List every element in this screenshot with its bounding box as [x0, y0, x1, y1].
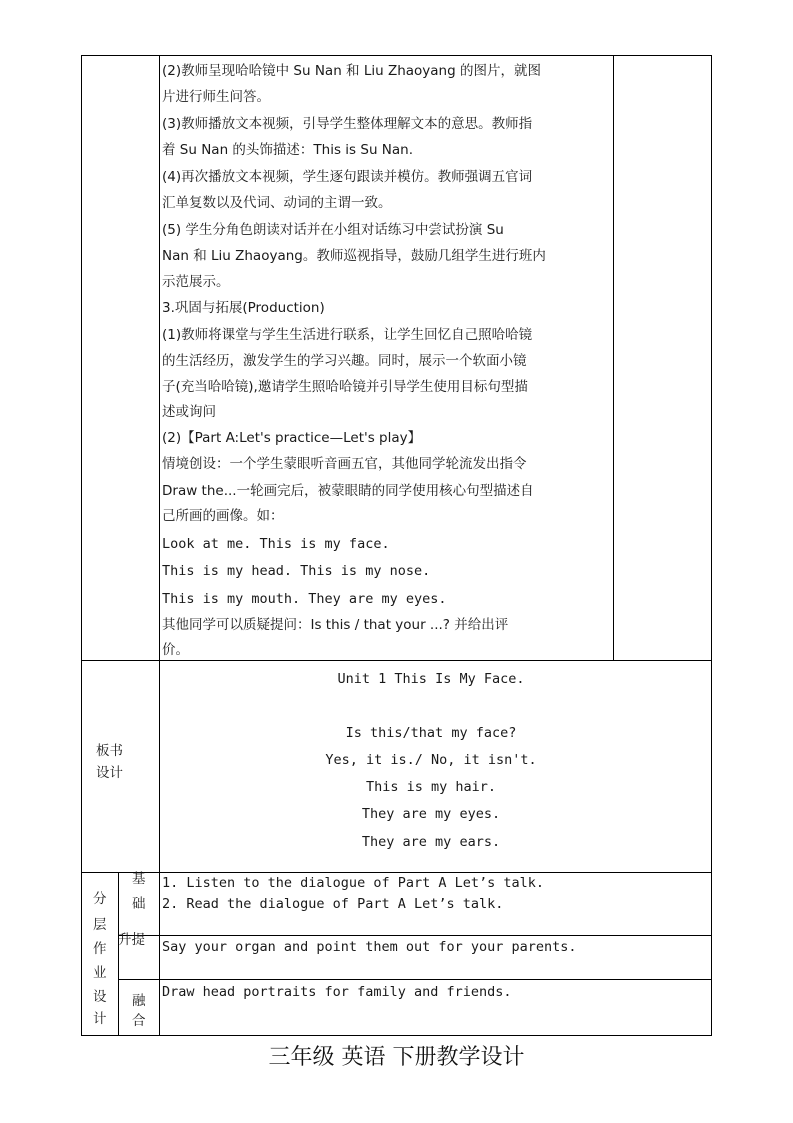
homework-item: 2. Read the dialogue of Part A Let’s talk.: [162, 896, 504, 912]
table-border-right: [711, 55, 712, 1036]
procedure-line: 己所画的画像。如：: [162, 508, 284, 524]
page-footer-title: 三年级 英语 下册教学设计: [268, 1045, 525, 1070]
procedure-line: 情境创设：一个学生蒙眼听音画五官，其他同学轮流发出指令: [162, 456, 527, 472]
level-label-integrate: 融: [132, 993, 146, 1009]
column-divider: [159, 55, 160, 1036]
procedure-line: 述或询问: [162, 404, 216, 420]
row-divider: [118, 935, 712, 936]
homework-label-char: 设: [93, 989, 107, 1005]
example-sentence: This is my mouth. They are my eyes.: [162, 591, 447, 607]
table-border-bottom: [81, 1035, 712, 1036]
procedure-line: 子(充当哈哈镜),邀请学生照哈哈镜并引导学生使用目标句型描: [162, 379, 528, 395]
level-label-char: 升: [118, 932, 132, 948]
column-divider: [118, 872, 119, 1036]
table-border-left: [81, 55, 82, 1036]
homework-label-char: 分: [93, 891, 107, 907]
example-sentence: This is my head. This is my nose.: [162, 563, 431, 579]
homework-label-char: 层: [93, 917, 107, 933]
procedure-line: 其他同学可以质疑提问：Is this / that your ...? 并给出评: [162, 617, 509, 633]
level-label-char: 提: [131, 932, 145, 948]
procedure-line: 示范展示。: [162, 274, 230, 290]
row-divider: [118, 979, 712, 980]
board-line: They are my ears.: [361, 834, 501, 850]
procedure-line: (2)【Part A:Let's practice—Let's play】: [162, 430, 422, 446]
level-label-improve: [118, 931, 145, 949]
procedure-line: (3)教师播放文本视频，引导学生整体理解文本的意思。教师指: [162, 116, 533, 132]
procedure-line: 价。: [162, 642, 189, 658]
homework-label-char: 计: [93, 1011, 107, 1027]
procedure-line: (2)教师呈现哈哈镜中 Su Nan 和 Liu Zhaoyang 的图片，就图: [162, 63, 541, 79]
procedure-line: (5) 学生分角色朗读对话并在小组对话练习中尝试扮演 Su: [162, 222, 504, 238]
homework-item: Say your organ and point them out for your parents.: [162, 939, 577, 955]
row-divider: [81, 872, 712, 873]
level-label-basic: 础: [132, 896, 146, 912]
procedure-line: (1)教师将课堂与学生生活进行联系，让学生回忆自己照哈哈镜: [162, 327, 533, 343]
board-line: They are my eyes.: [361, 806, 501, 822]
column-divider: [613, 55, 614, 661]
procedure-line: (4)再次播放文本视频，学生逐句跟读并模仿。教师强调五官词: [162, 169, 533, 185]
procedure-heading: 3.巩固与拓展(Production): [162, 300, 325, 316]
procedure-line: 着 Su Nan 的头饰描述：This is Su Nan.: [162, 142, 414, 158]
procedure-line: 的生活经历，激发学生的学习兴趣。同时，展示一个软面小镜: [162, 353, 527, 369]
procedure-line: 片进行师生问答。: [162, 89, 270, 105]
level-label-integrate: 合: [132, 1013, 146, 1029]
board-line: Yes, it is./ No, it isn't.: [325, 752, 537, 768]
homework-label-char: 作: [93, 941, 107, 957]
procedure-line: Nan 和 Liu Zhaoyang。教师巡视指导，鼓励几组学生进行班内: [162, 248, 546, 264]
table-border-top: [81, 55, 712, 56]
example-sentence: Look at me. This is my face.: [162, 536, 390, 552]
level-label-basic: 基: [132, 871, 146, 887]
board-line: This is my hair.: [365, 779, 497, 795]
procedure-line: 汇单复数以及代词、动词的主谓一致。: [162, 195, 392, 211]
homework-item: 1. Listen to the dialogue of Part A Let’s talk.: [162, 875, 545, 891]
board-design-label: 板书: [96, 743, 123, 759]
board-line: Is this/that my face?: [345, 725, 517, 741]
board-design-label: 设计: [96, 765, 123, 781]
homework-label-char: 业: [93, 965, 107, 981]
homework-item: Draw head portraits for family and friends.: [162, 984, 512, 1000]
board-title: Unit 1 This Is My Face.: [337, 671, 525, 687]
procedure-line: Draw the...一轮画完后，被蒙眼睛的同学使用核心句型描述自: [162, 483, 534, 499]
row-divider: [81, 660, 712, 661]
